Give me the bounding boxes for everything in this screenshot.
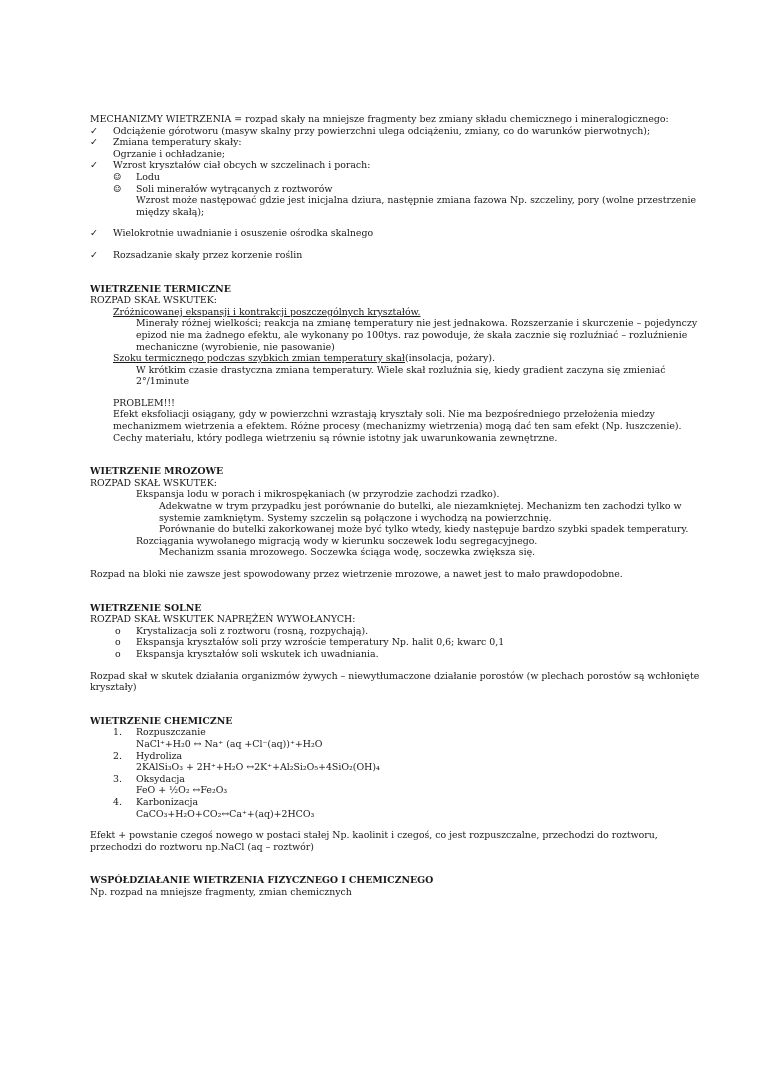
- chem-item-formula: CaCO₃+H₂O+CO₂↔Ca⁺+(aq)+2HCO₃: [136, 808, 315, 820]
- salt-item: o Ekspansja kryształów soli przy wzroście temperatury Np. halit 0,6; kwarc 0,1: [115, 637, 505, 649]
- problem-label: PROBLEM!!!: [113, 397, 175, 409]
- chem-item-label: Oksydacja: [136, 773, 185, 785]
- section-title-salt: WIETRZENIE SOLNE: [90, 602, 202, 614]
- bullet-icon: o: [115, 625, 121, 637]
- chem-item: [90, 751, 700, 774]
- chem-item-number: 4.: [113, 796, 122, 808]
- frost-cause-a: Ekspansja lodu w porach i mikrospękaniach (w przyrodzie zachodzi rzadko).: [136, 489, 500, 501]
- section-subtitle: ROZPAD SKAŁ WSKUTEK NAPRĘŻEŃ WYWOŁANYCH:: [90, 614, 356, 626]
- chem-item: [90, 797, 700, 820]
- frost-cause-a-note: Porównanie do butelki zakorkowanej może być tylko wtedy, kiedy następuje bardzo szybki spadek temperatury.: [159, 524, 689, 536]
- thermal-cause-b-text: W krótkim czasie drastyczna zmiana temperatury. Wiele skał rozluźnia się, kiedy gradient zaczyna się zmieniać 2°/1minute: [136, 364, 666, 388]
- section-subtitle: ROZPAD SKAŁ WSKUTEK:: [90, 477, 217, 489]
- mechanism-subitem: Ogrzanie i ochładzanie;: [113, 148, 226, 160]
- chem-item-label: Karbonizacja: [136, 796, 199, 808]
- bullet-icon: o: [115, 637, 121, 649]
- chem-item-number: 1.: [113, 727, 122, 739]
- check-icon: ✓: [90, 228, 98, 240]
- chem-item-number: 3.: [113, 773, 122, 785]
- mechanism-item: ✓ Odciążenie górotworu (masyw skalny przy powierzchni ulega odciążeniu, zmiany, co do warunków pierwotnych);: [90, 125, 651, 137]
- section-title-thermal: WIETRZENIE TERMICZNE: [90, 283, 231, 295]
- organic-weathering-text: Rozpad skał w skutek działania organizmów żywych – niewytłumaczone działanie porostów (w plechach porostów są wchłonięte kryształy): [90, 670, 700, 694]
- chem-item: [90, 774, 700, 797]
- growth-subitem: ☺ Lodu: [113, 171, 160, 183]
- mechanism-item: ✓ Rozsadzanie skały przez korzenie roślin: [90, 249, 303, 261]
- chem-item-formula: 2KAlSi₃O₃ + 2H⁺+H₂O ↔2K⁺+Al₂Si₂O₅+4SiO₂(OH)₄: [136, 762, 380, 774]
- mechanism-item: ✓ Wielokrotnie uwadnianie i osuszenie ośrodka skalnego: [90, 228, 374, 240]
- thermal-cause-b: Szoku termicznego podczas szybkich zmian temperatury skał(insolacja, pożary).: [113, 353, 495, 365]
- smiley-icon: ☺: [113, 171, 122, 183]
- check-icon: ✓: [90, 137, 98, 149]
- salt-item: o Ekspansja kryształów soli wskutek ich uwadniania.: [115, 648, 379, 660]
- section-title-frost: WIETRZENIE MROZOWE: [90, 466, 224, 478]
- mechanism-item: ✓ Zmiana temperatury skały:: [90, 137, 242, 149]
- thermal-cause-a: Zróżnicowanej ekspansji i kontrakcji poszczególnych kryształów.: [113, 306, 421, 318]
- section-title-cooperation: WSPÓŁDZIAŁANIE WIETRZENIA FIZYCZNEGO I CHEMICZNEGO: [90, 875, 434, 887]
- chem-item: [90, 727, 700, 750]
- mechanisms-intro: MECHANIZMY WIETRZENIA = rozpad skały na mniejsze fragmenty bez zmiany składu chemicznego i mineralogicznego:: [90, 114, 669, 125]
- check-icon: ✓: [90, 249, 98, 261]
- frost-conclusion: Rozpad na bloki nie zawsze jest spowodowany przez wietrzenie mrozowe, a nawet jest to mało prawdopodobne.: [90, 569, 623, 580]
- chem-item-label: Rozpuszczanie: [136, 727, 206, 739]
- bullet-icon: o: [115, 648, 121, 660]
- salt-item: o Krystalizacja soli z roztworu (rosną, rozpychają).: [115, 625, 369, 637]
- check-icon: ✓: [90, 160, 98, 172]
- chem-item-formula: NaCl⁺+H₂0 ↔ Na⁺ (aq +Cl⁻(aq))⁺+H₂O: [136, 738, 323, 750]
- frost-cause-a-note: Adekwatne w trym przypadku jest porównanie do butelki, ale niezamkniętej. Mechanizm ten zachodzi tylko w systemie zamkniętym. Systemy szczelin są połączone i wychodzą na powierzchnię.: [159, 501, 682, 524]
- frost-cause-b-note: Mechanizm ssania mrozowego. Soczewka ściąga wodę, soczewka zwiększa się.: [159, 547, 536, 559]
- cooperation-text: Np. rozpad na mniejsze fragmenty, zmian chemicznych: [90, 886, 352, 898]
- problem-text: Efekt eksfoliacji osiągany, gdy w powierzchni wzrastają kryształy soli. Nie ma bezpośredniego przełożenia miedzy mechanizmem wietrzenia a efektem. Różne procesy (mechanizmy wietrzenia) mogą dać ten sam efekt (Np. łuszczenie). Cechy materiału, który podlega wietrzeniu są równie istotny jak uwarunkowania zewnętrzne.: [113, 409, 682, 444]
- check-icon: ✓: [90, 125, 98, 137]
- chemical-effect-text: Efekt + powstanie czegoś nowego w postaci stałej Np. kaolinit i czegoś, co jest rozpuszczalne, przechodzi do roztworu, przechodzi do roztworu np.NaCl (aq – roztwór): [90, 830, 658, 853]
- chem-item-formula: FeO + ½O₂ ↔Fe₂O₃: [136, 785, 228, 797]
- growth-subitem: ☺ Soli minerałów wytrącanych z roztworów: [113, 183, 333, 195]
- mechanism-item: ✓ Wzrost kryształów ciał obcych w szczelinach i porach:: [90, 160, 371, 172]
- smiley-icon: ☺: [113, 183, 122, 195]
- section-subtitle: ROZPAD SKAŁ WSKUTEK:: [90, 295, 217, 307]
- growth-note: Wzrost może następować gdzie jest inicjalna dziura, następnie zmiana fazowa Np. szczeliny, pory (wolne przestrzenie między skałą);: [136, 195, 697, 218]
- frost-cause-b: Rozciągania wywołanego migracją wody w kierunku soczewek lodu segregacyjnego.: [136, 535, 538, 547]
- chem-item-label: Hydroliza: [136, 750, 183, 762]
- chem-item-number: 2.: [113, 750, 122, 762]
- thermal-cause-a-text: Minerały różnej wielkości; reakcja na zmianę temperatury nie jest jednakowa. Rozszerzanie i skurczenie – pojedynczy epizod nie ma żadnego efektu, ale wykonany po 100tys. raz powoduje, że skała zacznie się rozluźniać – rozluźnienie mechaniczne (wyrobienie, nie pasowanie): [136, 318, 698, 353]
- document-page: [90, 114, 700, 898]
- section-title-chemical: WIETRZENIE CHEMICZNE: [90, 715, 233, 727]
